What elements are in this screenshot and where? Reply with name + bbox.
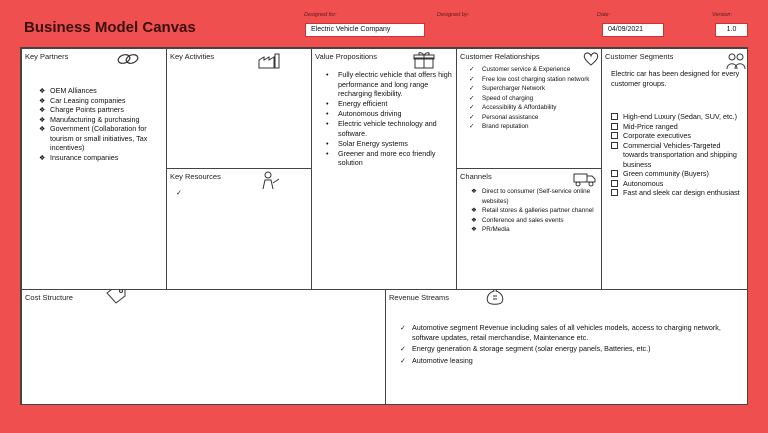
people-icon bbox=[726, 52, 746, 70]
list-item: • Fully electric vehicle that offers high performance and long range recharging flexibility. bbox=[326, 70, 452, 98]
revenue-streams-block bbox=[385, 289, 748, 405]
diamond-bullet-icon: ❖ bbox=[39, 105, 46, 114]
list-item: Green community (Buyers) bbox=[611, 169, 745, 179]
customer-segments-list bbox=[611, 112, 745, 198]
truck-icon bbox=[573, 171, 597, 187]
value-propositions-list bbox=[320, 70, 452, 168]
list-item: ❖ PR/Media bbox=[471, 226, 510, 233]
list-item: ❖ Retail stores & galleries partner channel bbox=[471, 207, 594, 214]
list-item: ✓ Personal assistance bbox=[469, 113, 539, 121]
list-item: ❖ Government (Collaboration for tourism or small initiatives, Tax incentives) bbox=[39, 124, 148, 152]
money-bag-icon bbox=[484, 289, 506, 306]
key-partners-list bbox=[39, 86, 164, 162]
version-field[interactable]: 1.0 bbox=[715, 23, 748, 37]
date-label: Date: bbox=[597, 12, 611, 18]
list-item: Commercial Vehicles-Targeted towards transportation and shipping business bbox=[611, 141, 745, 170]
diamond-bullet-icon: ❖ bbox=[39, 124, 46, 133]
key-resources-title: Key Resources bbox=[170, 172, 221, 181]
key-activities-block bbox=[166, 48, 312, 169]
page-title: Business Model Canvas bbox=[24, 19, 196, 36]
key-partners-title: Key Partners bbox=[25, 52, 69, 61]
diamond-bullet-icon: ❖ bbox=[471, 188, 477, 195]
canvas-grid bbox=[20, 47, 748, 405]
bullet-icon: • bbox=[326, 109, 329, 118]
list-item: Autonomous bbox=[611, 179, 745, 189]
list-item: • Greener and more eco friendly solution bbox=[326, 148, 436, 167]
revenue-streams-title: Revenue Streams bbox=[389, 293, 450, 302]
channels-title: Channels bbox=[460, 172, 492, 181]
list-item: • Solar Energy systems bbox=[326, 138, 408, 148]
date-field[interactable]: 04/09/2021 bbox=[602, 23, 664, 37]
list-item: ✓ Accessibility & Affordability bbox=[469, 104, 557, 111]
key-activities-title: Key Activities bbox=[170, 52, 215, 61]
list-item: ✓ Automotive segment Revenue including sales of all vehicles models, access to charging network, software updates, retail merchandise, Maintenance etc. bbox=[400, 323, 721, 342]
list-item: High-end Luxury (Sedan, SUV, etc.) bbox=[611, 112, 745, 122]
check-icon: ✓ bbox=[469, 85, 475, 92]
list-item: • Electric vehicle technology and software. bbox=[326, 119, 437, 138]
check-icon: ✓ bbox=[469, 104, 475, 111]
designed-for-field[interactable]: Electric Vehicle Company bbox=[305, 23, 425, 37]
worker-icon bbox=[259, 171, 281, 191]
list-item: ✓ Free low cost charging station network bbox=[469, 75, 590, 83]
customer-segments-block bbox=[601, 48, 748, 290]
diamond-bullet-icon: ❖ bbox=[39, 95, 46, 105]
checkbox-icon bbox=[611, 142, 618, 149]
checkbox-icon bbox=[611, 132, 618, 139]
check-icon: ✓ bbox=[469, 113, 475, 121]
check-icon: ✓ bbox=[469, 94, 475, 102]
list-item: ✓ Customer service & Experience bbox=[469, 66, 571, 73]
key-resources-block bbox=[166, 168, 312, 290]
customer-relationships-block bbox=[456, 48, 602, 169]
list-item: • Energy efficient bbox=[326, 99, 388, 108]
list-item: ❖ Car Leasing companies bbox=[39, 95, 126, 105]
list-item: ❖ Direct to consumer (Self-service online websites) bbox=[471, 188, 591, 205]
check-icon: ✓ bbox=[400, 344, 407, 353]
list-item: • Autonomous driving bbox=[326, 109, 402, 118]
heart-icon bbox=[583, 52, 599, 66]
list-item: ❖ Charge Points partners bbox=[39, 105, 124, 114]
check-icon: ✓ bbox=[469, 66, 475, 73]
gift-icon bbox=[412, 51, 436, 69]
check-icon: ✓ bbox=[400, 355, 407, 365]
check-icon: ✓ bbox=[469, 123, 475, 130]
diamond-bullet-icon: ❖ bbox=[471, 226, 477, 233]
list-item: ✓ Energy generation & storage segment (solar energy panels, Batteries, etc.) bbox=[400, 344, 651, 353]
bullet-icon: • bbox=[326, 70, 329, 79]
bullet-icon: • bbox=[326, 138, 329, 148]
checkbox-icon bbox=[611, 123, 618, 130]
factory-icon bbox=[257, 52, 283, 70]
list-item: ✓ Brand reputation bbox=[469, 123, 529, 130]
list-item: ✓ Supercharger Network bbox=[469, 85, 545, 92]
list-item: ❖ Conference and sales events bbox=[471, 216, 564, 224]
checkbox-icon bbox=[611, 189, 618, 196]
checkbox-icon bbox=[611, 113, 618, 120]
check-icon: ✓ bbox=[400, 323, 407, 332]
price-tag-icon bbox=[104, 289, 128, 304]
check-icon: ✓ bbox=[176, 190, 182, 197]
list-item: ✓ Speed of charging bbox=[469, 94, 534, 102]
customer-segments-intro: Electric car has been designed for every customer groups. bbox=[611, 69, 740, 88]
bullet-icon: • bbox=[326, 99, 329, 108]
diamond-bullet-icon: ❖ bbox=[39, 86, 46, 95]
version-label: Version: bbox=[712, 12, 732, 18]
checkbox-icon bbox=[611, 170, 618, 177]
revenue-streams-list bbox=[400, 323, 740, 367]
checkbox-icon bbox=[611, 180, 618, 187]
list-item: ❖ OEM Alliances bbox=[39, 86, 97, 95]
designed-by-label: Designed by: bbox=[437, 12, 470, 18]
list-item: ❖ Insurance companies bbox=[39, 152, 119, 162]
list-item: Mid-Price ranged bbox=[611, 122, 745, 132]
list-item: ✓ Automotive leasing bbox=[400, 355, 473, 365]
value-propositions-block bbox=[311, 48, 457, 290]
channels-block bbox=[456, 168, 602, 290]
customer-relationships-title: Customer Relationships bbox=[460, 52, 540, 61]
bullet-icon: • bbox=[326, 119, 329, 128]
value-propositions-title: Value Propositions bbox=[315, 52, 377, 61]
diamond-bullet-icon: ❖ bbox=[471, 207, 477, 214]
key-partners-block bbox=[21, 48, 167, 290]
check-icon: ✓ bbox=[469, 75, 475, 83]
diamond-bullet-icon: ❖ bbox=[39, 152, 46, 162]
list-item: ❖ Manufacturing & purchasing bbox=[39, 114, 140, 124]
diamond-bullet-icon: ❖ bbox=[39, 114, 46, 124]
designed-for-label: Designed for: bbox=[304, 12, 337, 18]
list-item: Corporate executives bbox=[611, 131, 745, 141]
diamond-bullet-icon: ❖ bbox=[471, 216, 477, 224]
customer-segments-title: Customer Segments bbox=[605, 52, 674, 61]
customer-relationships-list bbox=[467, 65, 597, 132]
channels-list bbox=[465, 187, 600, 235]
list-item: Fast and sleek car design enthusiast bbox=[611, 188, 745, 198]
cost-structure-block bbox=[21, 289, 386, 405]
cost-structure-title: Cost Structure bbox=[25, 293, 73, 302]
bullet-icon: • bbox=[326, 148, 329, 158]
link-icon bbox=[116, 51, 140, 67]
